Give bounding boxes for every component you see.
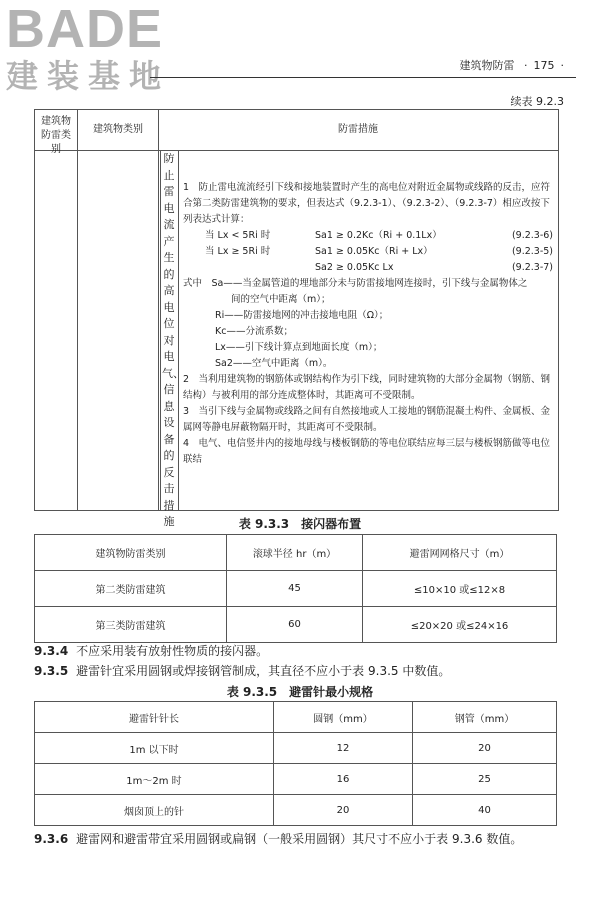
header-cell: 钢管（mm） [413, 702, 557, 733]
measure-2: 2 当利用建筑物的钢筋体或钢结构作为引下线，同时建筑物的大部分金属物（钢筋、钢结构）与被利用的部分连成整体时，其距离可不受限制。 [183, 374, 551, 401]
clause-text: 避雷针宜采用圆钢或焊接钢管制成，其直径不应小于表 9.3.5 中数值。 [76, 664, 451, 678]
table-9-3-3-caption: 表 9.3.3 接闪器布置 [238, 517, 362, 531]
side-column-right-border [178, 151, 179, 510]
measure-1: 1 防止雷电流流经引下线和接地装置时产生的高电位对附近金属物或线路的反击，应符合第二类防雷建筑物的要求，但表达式（9.2.3-1）、（9.2.3-2）、（9.2.3-7）相应改按下列表达式计算： [183, 182, 551, 225]
where-clause-continued: 间的空气中距离（m）； [231, 294, 331, 305]
formula-row [183, 244, 553, 260]
table-cell: 12 [274, 733, 413, 764]
table-header-row [35, 535, 557, 571]
table-cell: 45 [227, 571, 363, 607]
clause-text: 不应采用装有放射性物质的接闪器。 [76, 644, 269, 658]
clause-number: 9.3.6 [34, 832, 69, 846]
formula-condition: 当 Lx < 5Ri 时 [205, 230, 271, 241]
measure-3: 3 当引下线与金属物或线路之间有自然接地或人工接地的钢筋混凝土构件、金属板、金属网等静电屏蔽物隔开时，其距离可不受限制。 [183, 406, 551, 433]
table-9-3-5 [34, 701, 557, 826]
formula-number: (9.2.3-6) [511, 230, 553, 241]
header-cell: 避雷网网格尺寸（m） [363, 535, 557, 571]
where-clause: 式中 Sa——当金属管道的埋地部分未与防雷接地网连接时，引下线与金属物体之 [183, 278, 528, 289]
formula-row [183, 260, 553, 276]
table-cell: 60 [227, 607, 363, 643]
table-cell: 25 [413, 764, 557, 795]
formula-expression: Sa1 ≥ 0.2Kc（Ri + 0.1Lx） [315, 230, 442, 241]
table-cell: 16 [274, 764, 413, 795]
table-row [35, 571, 557, 607]
page-number-dash: · [524, 59, 528, 72]
table-cell: ≤10×10 或≤12×8 [363, 571, 557, 607]
formula-number: (9.2.3-7) [511, 262, 553, 273]
clause-text: 避雷网和避雷带宜采用圆钢或扁钢（一般采用圆钢）其尺寸不应小于表 9.3.6 数值。 [76, 832, 523, 846]
column-divider [77, 110, 78, 510]
page-number-dash-right: · [560, 59, 564, 72]
header-cell: 建筑物防雷类别 [35, 535, 227, 571]
header-cell: 圆钢（mm） [274, 702, 413, 733]
definition: Ri——防雷接地网的冲击接地电阻（Ω）； [215, 310, 389, 321]
table-header-row [35, 702, 557, 733]
logo-wordmark: BADE [6, 0, 164, 59]
clause-number: 9.3.5 [34, 664, 69, 678]
header-building-type: 建筑物类别 [93, 124, 143, 135]
continued-label: 续表 9.2.3 [510, 95, 564, 108]
clause-number: 9.3.4 [34, 644, 69, 658]
table-cell: 1m～2m 时 [35, 764, 274, 795]
clause-9-3-4 [34, 642, 268, 659]
table-9-3-3 [34, 534, 557, 643]
publisher-logo [6, 2, 170, 94]
formula-condition: 当 Lx ≥ 5Ri 时 [205, 246, 271, 257]
table-9-3-5-caption: 表 9.3.5 避雷针最小规格 [226, 685, 374, 699]
table-row [35, 607, 557, 643]
logo-subtitle: 建装基地 [6, 57, 171, 95]
table-cell: 第二类防雷建筑 [35, 571, 227, 607]
definition: Kc——分流系数； [215, 326, 293, 337]
formula-number: (9.2.3-5) [511, 246, 553, 257]
table-cell: 40 [413, 795, 557, 826]
table-cell: 20 [274, 795, 413, 826]
header-measures: 防雷措施 [338, 124, 378, 135]
table-row [35, 795, 557, 826]
formula-row [183, 228, 553, 244]
table-row [35, 733, 557, 764]
measure-4: 4 电气、电信竖井内的接地母线与楼板钢筋的等电位联结应每三层与楼板钢筋做等电位联结 [183, 438, 551, 465]
formula-expression: Sa2 ≥ 0.05Kc Lx [315, 262, 394, 273]
running-header [460, 57, 571, 73]
definition: Sa2——空气中距离（m）。 [215, 358, 333, 369]
header-cell: 避雷针针长 [35, 702, 274, 733]
side-column-label: 防止雷电流产生的高电位对电气、信息设备的反击措施 [162, 152, 184, 528]
header-cell: 滚球半径 hr（m） [227, 535, 363, 571]
table-row [35, 764, 557, 795]
table-cell: 1m 以下时 [35, 733, 274, 764]
header-protection-class: 建筑物防雷类别 [41, 116, 71, 155]
formula-condition [183, 260, 315, 276]
side-column-left-border [160, 151, 161, 510]
clause-9-3-5 [34, 662, 450, 679]
header-rule [150, 77, 576, 78]
clause-9-3-6 [34, 830, 522, 847]
section-title: 建筑物防雷 [459, 59, 515, 72]
column-divider [158, 110, 159, 510]
table-cell: 烟囱顶上的针 [35, 795, 274, 826]
definition: Lx——引下线计算点到地面长度（m）； [215, 342, 383, 353]
table-cell: ≤20×20 或≤24×16 [363, 607, 557, 643]
table-cell: 第三类防雷建筑 [35, 607, 227, 643]
page-number: 175 [533, 59, 555, 72]
table-cell: 20 [413, 733, 557, 764]
formula-expression: Sa1 ≥ 0.05Kc（Ri + Lx） [315, 246, 433, 257]
measures-text [183, 180, 553, 468]
